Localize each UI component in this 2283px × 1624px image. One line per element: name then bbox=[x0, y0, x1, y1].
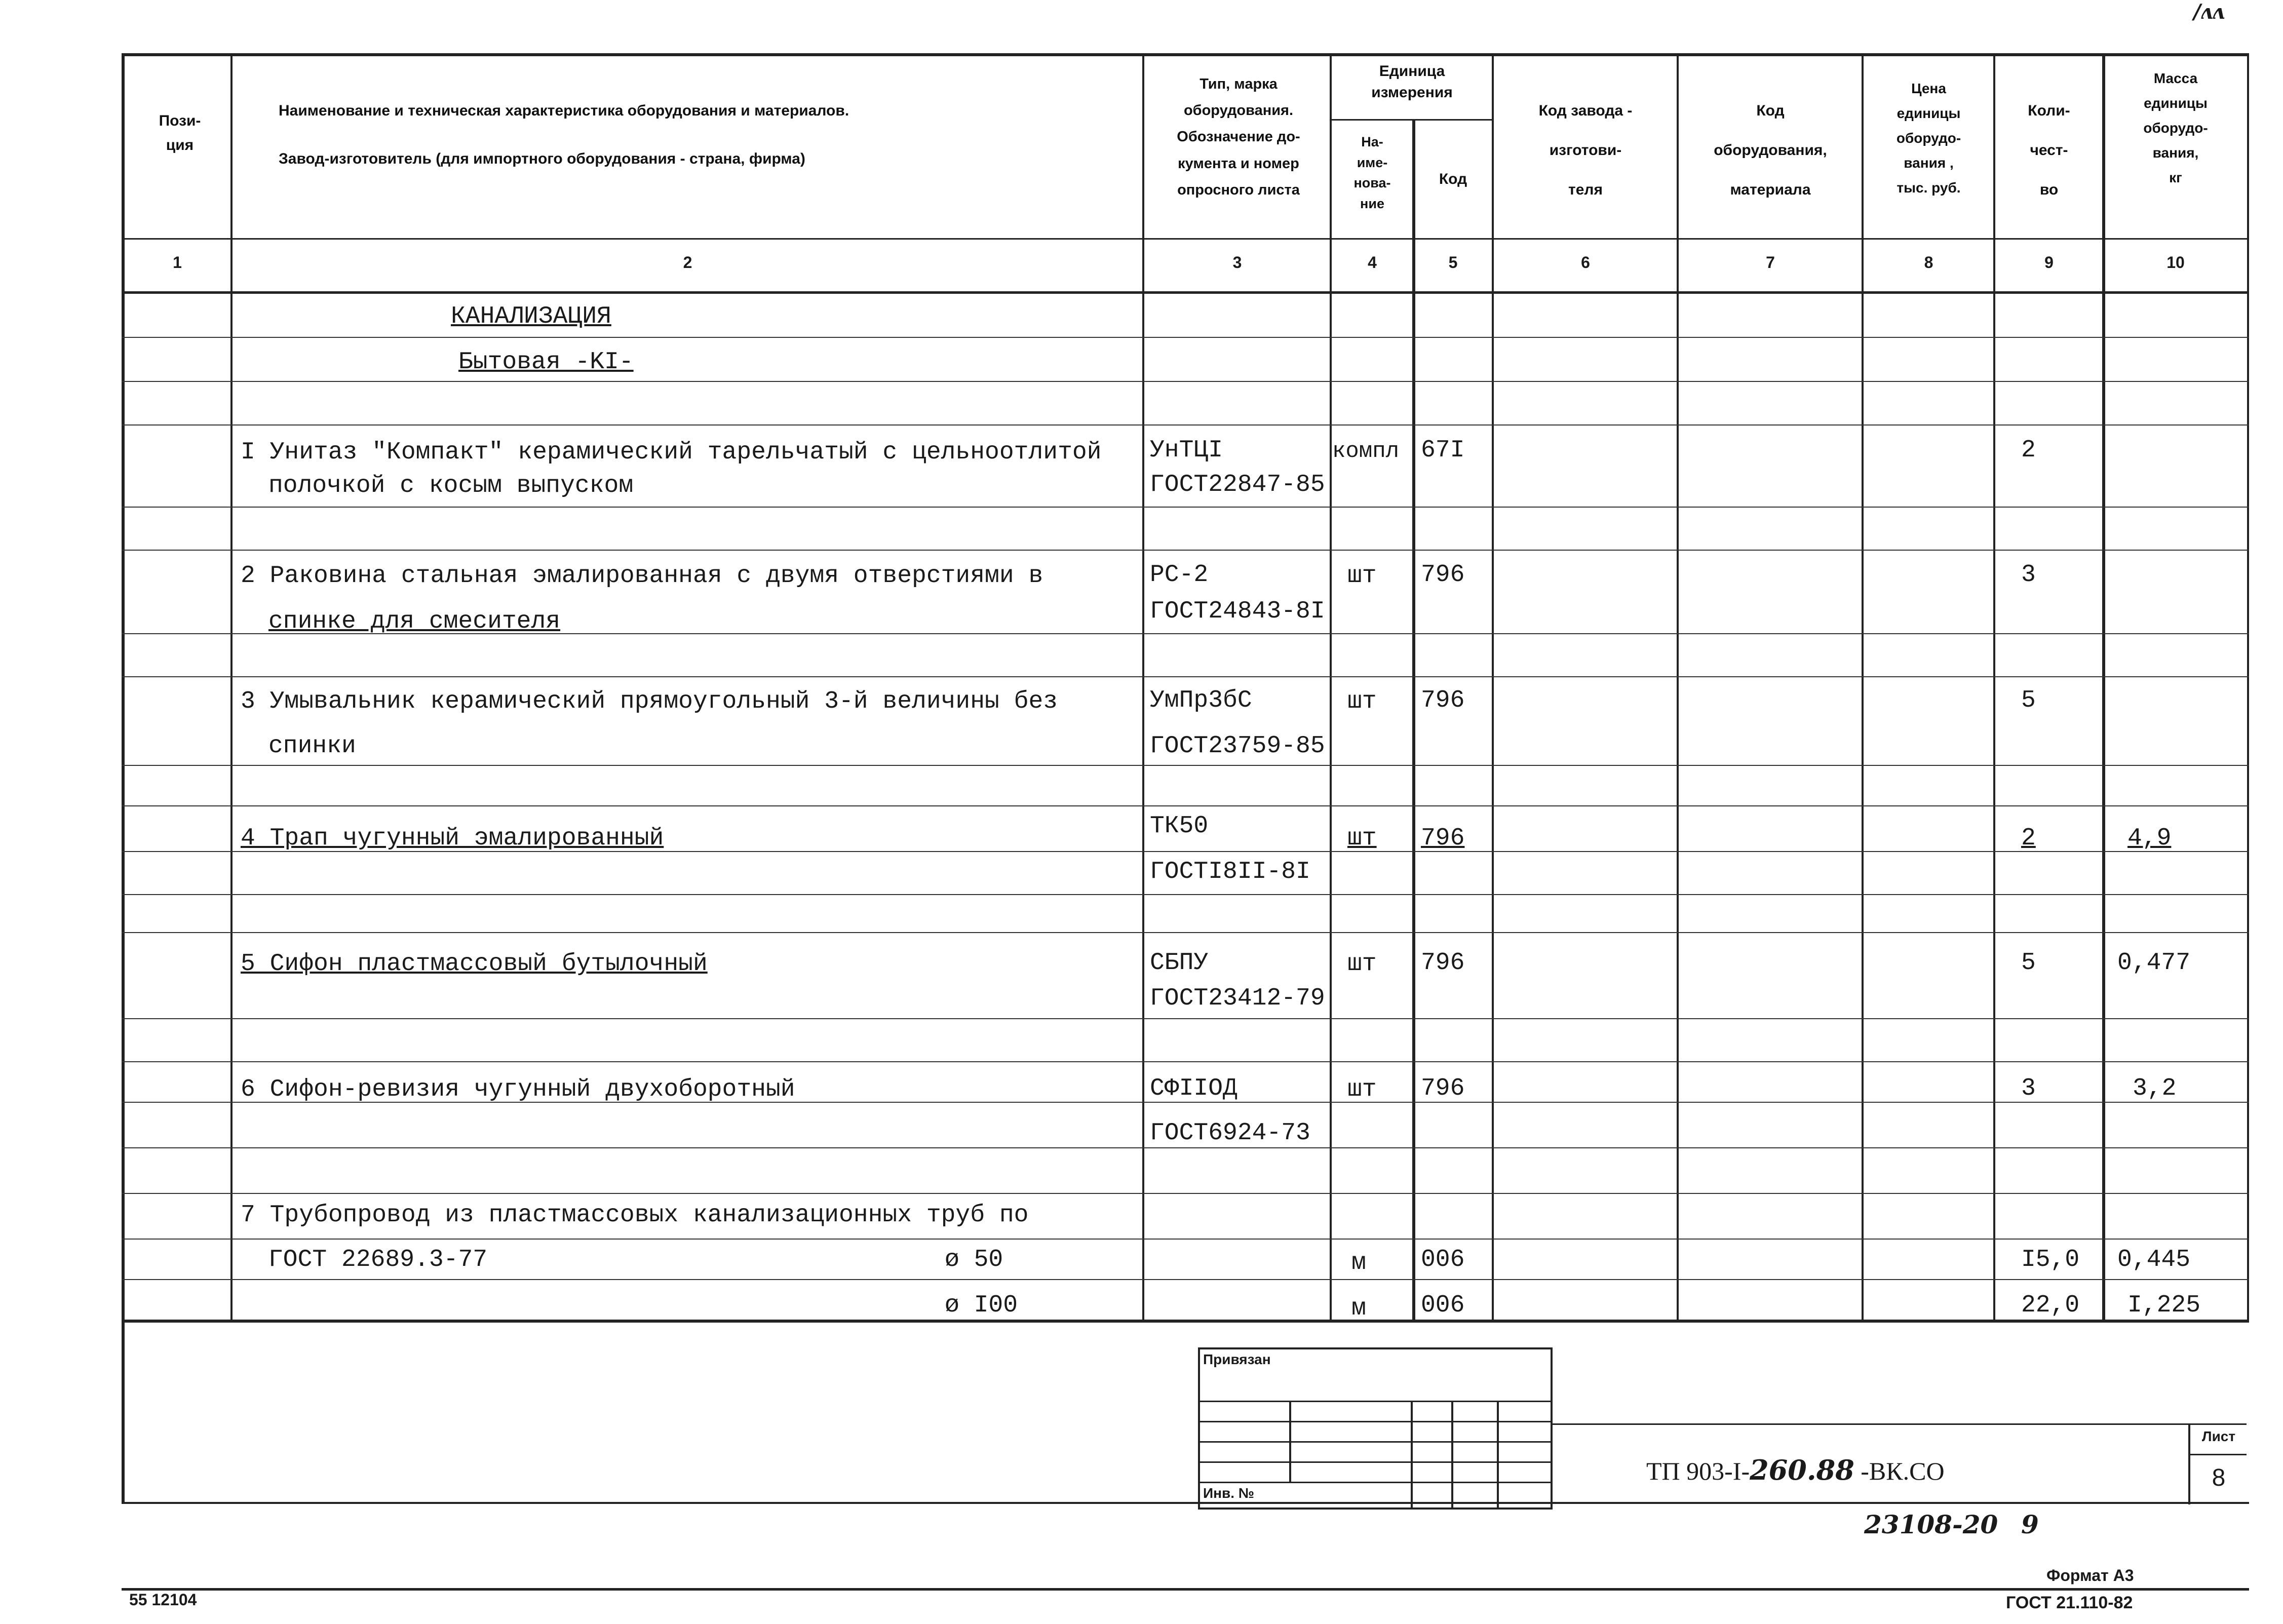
header-price: Цена единицы оборудо- вания , тыс. руб. bbox=[1896, 81, 1961, 196]
col-num-4: 4 bbox=[1368, 253, 1377, 272]
pipe-diameter-2: ø I00 bbox=[945, 1292, 1018, 1319]
item-doc: ГОСТI8II-8I bbox=[1150, 858, 1310, 885]
pipe-mass-1: 0,445 bbox=[2117, 1246, 2191, 1273]
archive-page: 9 bbox=[2021, 1510, 2039, 1539]
item-unit-code: 796 bbox=[1421, 1075, 1465, 1102]
header-mass: Масса единицы оборудо- вания, кг bbox=[2143, 70, 2208, 185]
item-unit-code: 796 bbox=[1421, 561, 1465, 589]
pipe-standard: ГОСТ 22689.3-77 bbox=[268, 1246, 488, 1273]
item-doc: ГОСТ24843-8I bbox=[1150, 598, 1325, 625]
header-type: Тип, марка оборудования. Обозначение до- кумента и номер опросного листа bbox=[1177, 76, 1300, 198]
header-unit-name: На- име- нова- ние bbox=[1353, 134, 1391, 211]
col-num-3: 3 bbox=[1232, 253, 1242, 272]
item-type: ТК50 bbox=[1150, 813, 1209, 840]
col-num-7: 7 bbox=[1766, 253, 1775, 272]
item-doc: ГОСТ23412-79 bbox=[1150, 985, 1325, 1012]
item-qty: 2 bbox=[2021, 437, 2036, 464]
item-unit: шт bbox=[1347, 825, 1377, 852]
pipe-unit-1: м bbox=[1351, 1249, 1366, 1277]
frame-bottom-line bbox=[122, 1502, 2249, 1504]
section-title: КАНАЛИЗАЦИЯ bbox=[451, 303, 611, 330]
header-position: Пози- ция bbox=[159, 112, 201, 153]
item-name-cont: полочкой с косым выпуском bbox=[268, 472, 634, 499]
header-unit-code: Код bbox=[1439, 171, 1467, 187]
pipe-diameter-1: ø 50 bbox=[945, 1246, 1003, 1273]
pipe-name: 7 Трубопровод из пластмассовых канализационных труб по bbox=[241, 1202, 1029, 1229]
item-unit-code: 67I bbox=[1421, 437, 1465, 464]
footer-format: Формат А3 bbox=[2046, 1566, 2134, 1584]
item-unit: компл bbox=[1332, 439, 1400, 464]
pipe-qty-2: 22,0 bbox=[2021, 1292, 2080, 1319]
sheet-label: Лист bbox=[2201, 1428, 2236, 1444]
col-num-6: 6 bbox=[1581, 253, 1590, 272]
item-unit: шт bbox=[1347, 950, 1377, 978]
item-name-cont: спинке для смесителя bbox=[268, 608, 561, 635]
item-qty: 5 bbox=[2021, 687, 2036, 714]
footer-left-code: 55 12104 bbox=[129, 1591, 197, 1609]
item-qty: 3 bbox=[2021, 561, 2036, 589]
pipe-mass-2: I,225 bbox=[2127, 1292, 2201, 1319]
footer-line bbox=[122, 1588, 2249, 1591]
col-num-9: 9 bbox=[2044, 253, 2054, 272]
item-name: 4 Трап чугунный эмалированный bbox=[241, 825, 664, 852]
header-name-line1: Наименование и техническая характеристика оборудования и материалов. bbox=[279, 102, 849, 119]
item-name: 3 Умывальник керамический прямоугольный 3-й величины без bbox=[241, 688, 1058, 715]
pipe-unit-2: м bbox=[1351, 1295, 1366, 1322]
item-type: УмПр3бС bbox=[1150, 687, 1252, 714]
item-mass: 0,477 bbox=[2117, 949, 2191, 977]
item-doc: ГОСТ6924-73 bbox=[1150, 1119, 1310, 1147]
item-name-cont: спинки bbox=[268, 732, 356, 760]
header-name-line2: Завод-изготовитель (для импортного оборудования - страна, фирма) bbox=[279, 150, 805, 167]
item-type: СБПУ bbox=[1150, 949, 1209, 977]
item-type: УнТЦI bbox=[1150, 437, 1223, 464]
item-type: РС-2 bbox=[1150, 561, 1209, 589]
col-num-8: 8 bbox=[1924, 253, 1933, 272]
footer-gost: ГОСТ 21.110-82 bbox=[2006, 1593, 2133, 1612]
col-num-10: 10 bbox=[2166, 253, 2185, 272]
item-name: 5 Сифон пластмассовый бутылочный bbox=[241, 950, 708, 978]
item-type: СФIIОД bbox=[1150, 1075, 1237, 1102]
pipe-qty-1: I5,0 bbox=[2021, 1246, 2080, 1273]
section-subtitle: Бытовая -KI- bbox=[458, 349, 634, 376]
header-unit-group: Единица измерения bbox=[1371, 63, 1453, 101]
item-unit-code: 796 bbox=[1421, 687, 1465, 714]
item-mass: 4,9 bbox=[2127, 825, 2172, 852]
item-qty: 3 bbox=[2021, 1075, 2036, 1102]
pipe-code-2: 006 bbox=[1421, 1292, 1465, 1319]
header-equipment-code: Код оборудования, материала bbox=[1714, 102, 1827, 198]
item-unit: шт bbox=[1347, 562, 1377, 590]
item-name: 2 Раковина стальная эмалированная с двумя отверстиями в bbox=[241, 562, 1043, 590]
archive-number: 23108-20 bbox=[1864, 1510, 1998, 1539]
item-qty: 5 bbox=[2021, 949, 2036, 977]
header-quantity: Коли- чест- во bbox=[2028, 102, 2070, 198]
doc-suffix: -ВК.СО bbox=[1854, 1457, 1945, 1485]
col-num-2: 2 bbox=[683, 253, 692, 272]
col-num-5: 5 bbox=[1448, 253, 1458, 272]
doc-prefix: ТП 903-I- bbox=[1646, 1457, 1750, 1485]
stamp-inv: Инв. № bbox=[1203, 1485, 1255, 1501]
item-mass: 3,2 bbox=[2133, 1075, 2177, 1102]
item-qty: 2 bbox=[2021, 825, 2036, 852]
item-unit: шт bbox=[1347, 688, 1377, 715]
pipe-code-1: 006 bbox=[1421, 1246, 1465, 1273]
sheet-number: 8 bbox=[2212, 1464, 2226, 1491]
item-unit-code: 796 bbox=[1421, 949, 1465, 977]
doc-number: 260.88 bbox=[1750, 1454, 1854, 1486]
header-factory-code: Код завода - изготови- теля bbox=[1538, 102, 1633, 198]
item-doc: ГОСТ23759-85 bbox=[1150, 732, 1325, 760]
stamp-privyazan: Привязан bbox=[1203, 1351, 1271, 1367]
item-name: I Унитаз "Компакт" керамический тарельчатый с цельноотлитой bbox=[241, 439, 1102, 466]
item-unit-code: 796 bbox=[1421, 825, 1465, 852]
item-unit: шт bbox=[1347, 1076, 1377, 1103]
corner-mark: /ʌʌ bbox=[2193, 0, 2225, 24]
col-num-1: 1 bbox=[173, 253, 182, 272]
item-name: 6 Сифон-ревизия чугунный двухоборотный bbox=[241, 1076, 795, 1103]
item-doc: ГОСТ22847-85 bbox=[1150, 471, 1325, 498]
doc-designation bbox=[1646, 1454, 1945, 1486]
